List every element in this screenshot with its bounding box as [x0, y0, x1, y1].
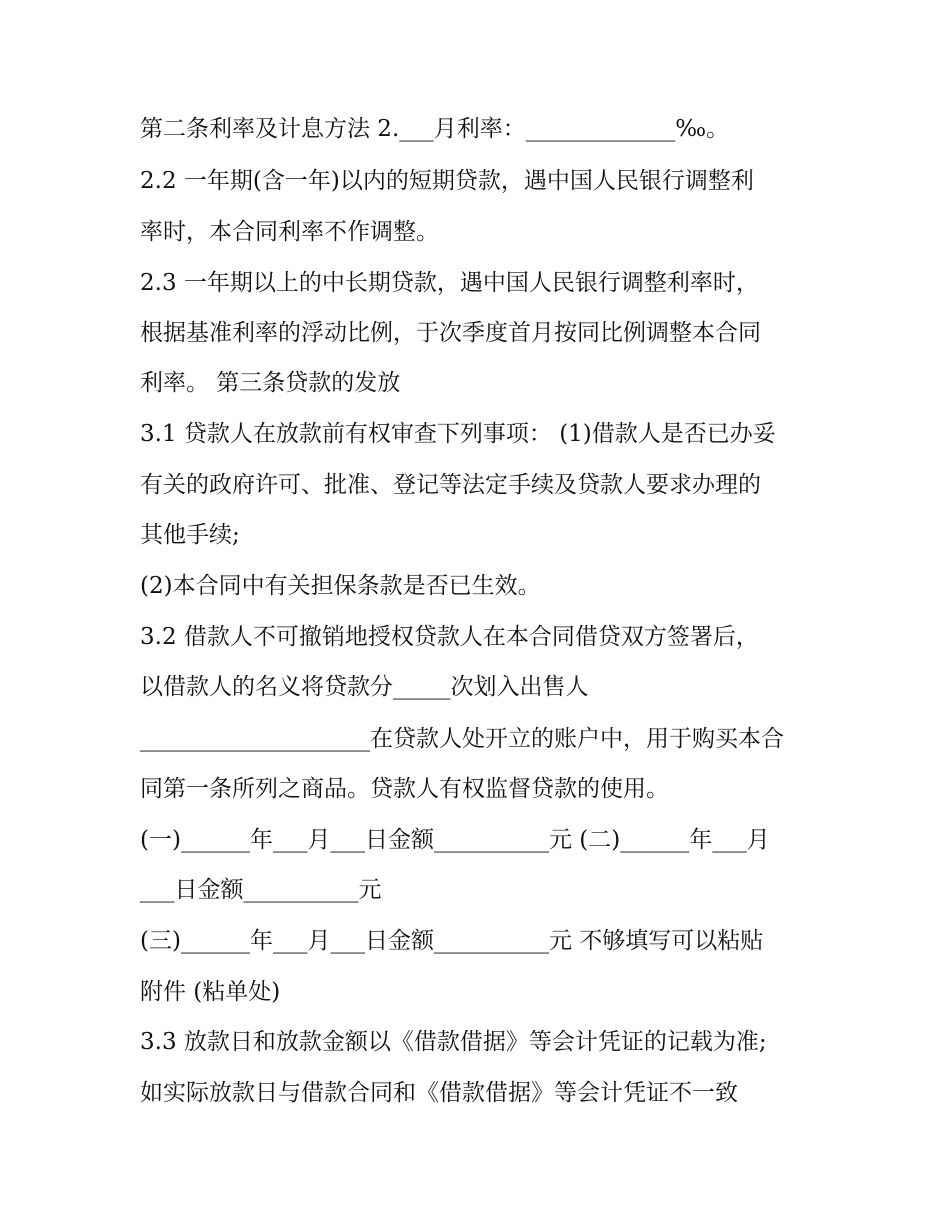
text-line: 以借款人的名义将贷款分_____次划入出售人 [140, 674, 589, 700]
text-line: ____________________在贷款人处开立的账户中，用于购买本合 [140, 726, 784, 752]
text-line: (三)______年___月___日金额__________元 不够填写可以粘贴 [140, 928, 764, 954]
text-line: 利率。 第三条贷款的发放 [140, 370, 401, 396]
text-line: 2.3 一年期以上的中长期贷款，遇中国人民银行调整利率时， [140, 270, 759, 296]
text-line: 3.1 贷款人在放款前有权审查下列事项： (1)借款人是否已办妥 [140, 421, 776, 447]
text-line: (2)本合同中有关担保条款是否已生效。 [140, 573, 541, 599]
text-line: 如实际放款日与借款合同和《借款借据》等会计凭证不一致 [140, 1080, 738, 1106]
text-line: 3.2 借款人不可撤销地授权贷款人在本合同借贷双方签署后， [140, 624, 759, 650]
text-line: 2.2 一年期(含一年)以内的短期贷款，遇中国人民银行调整利 [140, 168, 754, 194]
text-line: ___日金额__________元 [140, 877, 382, 903]
text-line: 第二条利率及计息方法 2.___月利率：_____________‰。 [140, 116, 730, 142]
text-line: 同第一条所列之商品。贷款人有权监督贷款的使用。 [140, 776, 669, 802]
text-line: 率时，本合同利率不作调整。 [140, 219, 439, 245]
text-line: 根据基准利率的浮动比例，于次季度首月按同比例调整本合同 [140, 320, 761, 346]
text-line: 有关的政府许可、批准、登记等法定手续及贷款人要求办理的 [140, 472, 761, 498]
text-line: 其他手续; [140, 522, 240, 548]
text-line: 3.3 放款日和放款金额以《借款借据》等会计凭证的记载为准; [140, 1029, 767, 1055]
text-line: (一)______年___月___日金额__________元 (二)______年___月 [140, 827, 770, 853]
text-line: 附件 (粘单处) [140, 979, 281, 1005]
